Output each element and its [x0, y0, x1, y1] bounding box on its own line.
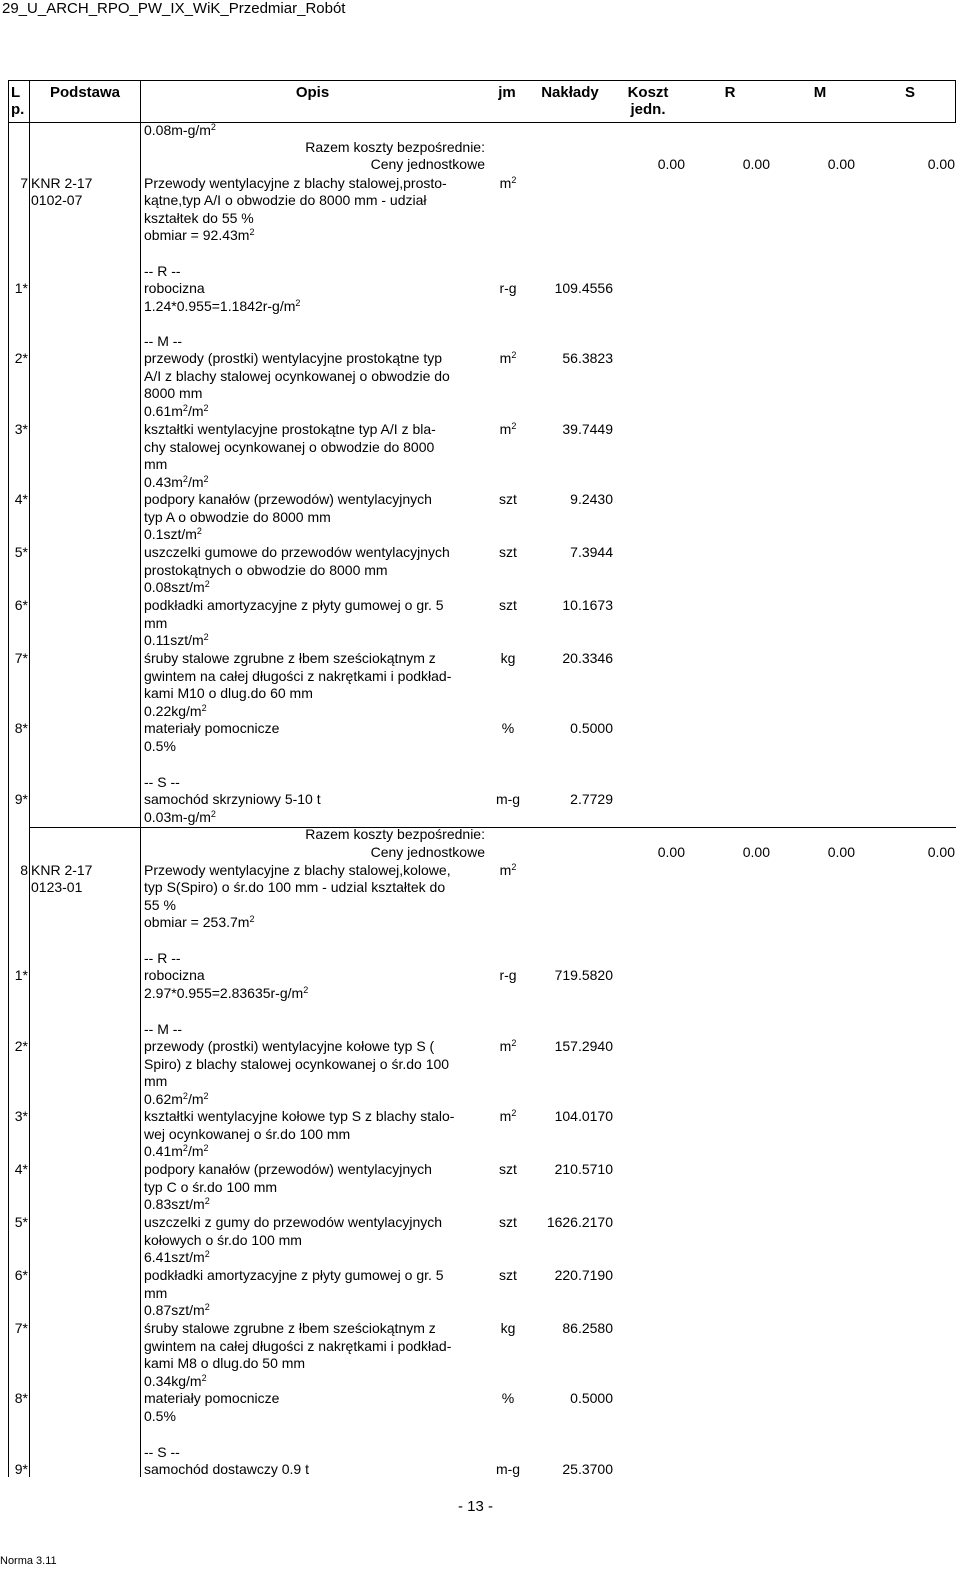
row-unit: r-g — [499, 967, 517, 983]
ceny-label: Ceny jednostkowe — [370, 844, 485, 860]
section-label: -- S -- — [144, 774, 180, 790]
row-value: 157.2940 — [554, 1038, 613, 1054]
row-description: A/I z blachy stalowej ocynkowanej o obwodzie do — [144, 367, 450, 384]
row-lp: 8* — [14, 720, 28, 736]
row-lp: 4* — [14, 1161, 28, 1177]
header-lp-2: p. — [11, 101, 25, 118]
table-right-border — [955, 80, 956, 122]
row-description: chy stalowej ocynkowanej o obwodzie do 8000 — [144, 438, 435, 455]
row-lp: 3* — [14, 1108, 28, 1124]
header-naklady: Nakłady — [541, 84, 599, 101]
table-top-border — [8, 80, 956, 81]
row-description: podpory kanałów (przewodów) wentylacyjnych — [144, 1161, 432, 1177]
row-description: $0.34kg/m^2$ — [144, 1372, 207, 1389]
row-lp: 6* — [14, 1267, 28, 1283]
section-label: -- S -- — [144, 1444, 180, 1460]
row-unit: szt — [499, 544, 517, 560]
row-description: robocizna — [144, 967, 205, 983]
header-koszt-2: jedn. — [630, 101, 666, 118]
total-r: 0.00 — [742, 156, 770, 172]
row-description: Spiro) z blachy stalowej ocynkowanej o śr.do 100 — [144, 1055, 450, 1072]
row-unit: $m^2$ — [499, 1038, 517, 1054]
section-label: -- R -- — [144, 950, 181, 966]
row-value: 719.5820 — [554, 967, 613, 983]
total-s: 0.00 — [927, 156, 955, 172]
total-r: 0.00 — [742, 844, 770, 860]
row-value: 86.2580 — [562, 1320, 613, 1336]
row-description: $2.97*0.955=2.83635r-g/m^2$ — [144, 984, 309, 1001]
row-value: 210.5710 — [554, 1161, 613, 1177]
row-description: 8000 mm — [144, 385, 203, 402]
basis-code: KNR 2-17 — [31, 175, 93, 191]
row-description: typ C o śr.do 100 mm — [144, 1178, 278, 1195]
row-value: 0.5000 — [570, 720, 613, 736]
page-number: - 13 - — [458, 1498, 494, 1515]
row-value: 0.5000 — [570, 1390, 613, 1406]
header-koszt: Koszt — [627, 84, 669, 101]
section-label: -- M -- — [144, 333, 183, 349]
total-koszt: 0.00 — [657, 844, 685, 860]
row-value: 39.7449 — [562, 421, 613, 437]
header-lp: L — [11, 84, 21, 101]
row-description: przewody (prostki) wentylacyjne kołowe typ S ( — [144, 1038, 435, 1054]
row-description: typ A o obwodzie do 8000 mm — [144, 508, 331, 525]
item-number: 7 — [20, 175, 28, 191]
row-description: mm — [144, 1284, 168, 1301]
row-unit: szt — [499, 1267, 517, 1283]
row-description: kami M10 o dlug.do 60 mm — [144, 685, 313, 702]
row-description: $0.11szt/m^2$ — [144, 632, 209, 649]
item-description-3: kształtek do 55 % — [144, 210, 254, 226]
row-value: 104.0170 — [554, 1108, 613, 1124]
basis-code-2: 0123-01 — [31, 879, 83, 895]
row-description: $0.61m^2/m^2$ — [144, 402, 209, 419]
row-unit: m-g — [495, 791, 521, 807]
total-s: 0.00 — [927, 844, 955, 860]
razem-label: Razem koszty bezpośrednie: — [305, 826, 485, 842]
section-label: -- M -- — [144, 1021, 183, 1037]
row-description: prostokątnych o obwodzie do 8000 mm — [144, 561, 388, 578]
header-opis: Opis — [295, 84, 330, 101]
total-m: 0.00 — [827, 156, 855, 172]
col-divider-podstawa — [140, 80, 141, 1477]
item-number: 8 — [20, 862, 28, 878]
header-r: R — [724, 84, 736, 101]
col-divider-lp — [29, 80, 30, 1477]
row-unit: $m^2$ — [499, 1108, 517, 1124]
total-koszt: 0.00 — [657, 156, 685, 172]
row-lp: 5* — [14, 1214, 28, 1230]
row-description: podkładki amortyzacyjne z płyty gumowej o gr. 5 — [144, 597, 444, 613]
carry-norm: $0.08m-g/m^2$ — [144, 122, 216, 138]
row-lp: 1* — [14, 967, 28, 983]
row-description: kształtki wentylacyjne prostokątne typ A/I z bla- — [144, 421, 436, 437]
row-lp: 9* — [14, 1461, 28, 1477]
row-lp: 4* — [14, 491, 28, 507]
row-description: $0.41m^2/m^2$ — [144, 1143, 209, 1160]
row-unit: $m^2$ — [499, 350, 517, 366]
row-unit: % — [501, 1390, 515, 1406]
row-description: $1.24*0.955=1.1842r-g/m^2$ — [144, 297, 301, 314]
row-description: $0.43m^2/m^2$ — [144, 473, 209, 490]
item-unit: $m^2$ — [499, 862, 517, 878]
total-m: 0.00 — [827, 844, 855, 860]
row-description: kami M8 o dlug.do 50 mm — [144, 1355, 306, 1372]
item-description-2: kątne,typ A/I o obwodzie do 8000 mm - udział — [144, 192, 427, 208]
row-description: $0.03m-g/m^2$ — [144, 808, 216, 825]
row-description: kształtki wentylacyjne kołowe typ S z blachy stalo- — [144, 1108, 455, 1124]
row-description: mm — [144, 614, 168, 631]
row-value: 56.3823 — [562, 350, 613, 366]
section-label: -- R -- — [144, 263, 181, 279]
item-description-3: 55 % — [144, 897, 176, 913]
row-value: 2.7729 — [570, 791, 613, 807]
row-unit: kg — [500, 1320, 516, 1336]
row-description: materiały pomocnicze — [144, 1390, 280, 1406]
row-lp: 8* — [14, 1390, 28, 1406]
header-jm: jm — [498, 84, 516, 101]
header-s: S — [904, 84, 915, 101]
header-m: M — [813, 84, 827, 101]
row-unit: m-g — [495, 1461, 521, 1477]
row-lp: 7* — [14, 1320, 28, 1336]
row-unit: szt — [499, 597, 517, 613]
row-description: podpory kanałów (przewodów) wentylacyjnych — [144, 491, 432, 507]
row-description: 0.5% — [144, 1407, 176, 1424]
row-description: śruby stalowe zgrubne z łbem sześciokątnym z — [144, 650, 436, 666]
row-description: materiały pomocnicze — [144, 720, 280, 736]
row-unit: szt — [499, 1161, 517, 1177]
row-value: 20.3346 — [562, 650, 613, 666]
razem-label: Razem koszty bezpośrednie: — [305, 139, 485, 155]
row-lp: 1* — [14, 280, 28, 296]
row-description: $0.87szt/m^2$ — [144, 1302, 210, 1319]
row-unit: $m^2$ — [499, 421, 517, 437]
row-unit: szt — [499, 491, 517, 507]
row-description: $0.08szt/m^2$ — [144, 579, 210, 596]
row-description: mm — [144, 1073, 168, 1090]
row-description: kołowych o śr.do 100 mm — [144, 1231, 302, 1248]
item-description-2: typ S(Spiro) o śr.do 100 mm - udzial kształtek do — [144, 879, 446, 895]
footer-norma: Norma 3.11 — [0, 1555, 57, 1567]
row-lp: 2* — [14, 1038, 28, 1054]
row-description: przewody (prostki) wentylacyjne prostokątne typ — [144, 350, 443, 366]
row-value: 9.2430 — [570, 491, 613, 507]
row-description: gwintem na całej długości z nakrętkami i podkład- — [144, 1337, 452, 1354]
item-obmiar: obmiar = $92.43m^2$ — [144, 227, 255, 243]
row-value: 1626.2170 — [546, 1214, 613, 1230]
row-description: $6.41szt/m^2$ — [144, 1249, 210, 1266]
row-unit: szt — [499, 1214, 517, 1230]
row-description: samochód dostawczy 0.9 t — [144, 1461, 309, 1477]
row-lp: 9* — [14, 791, 28, 807]
row-description: uszczelki gumowe do przewodów wentylacyjnych — [144, 544, 450, 560]
basis-code-2: 0102-07 — [31, 192, 83, 208]
row-description: $0.1szt/m^2$ — [144, 526, 202, 543]
row-value: 220.7190 — [554, 1267, 613, 1283]
item-description: Przewody wentylacyjne z blachy stalowej,kolowe, — [144, 862, 451, 878]
row-value: 10.1673 — [562, 597, 613, 613]
row-value: 25.3700 — [562, 1461, 613, 1477]
document-title: 29_U_ARCH_RPO_PW_IX_WiK_Przedmiar_Robót — [2, 0, 346, 17]
row-description: mm — [144, 456, 168, 473]
row-description: podkładki amortyzacyjne z płyty gumowej o gr. 5 — [144, 1267, 444, 1283]
row-description: $0.22kg/m^2$ — [144, 702, 207, 719]
row-description: 0.5% — [144, 737, 176, 754]
row-description: wej ocynkowanej o śr.do 100 mm — [144, 1125, 351, 1142]
item-description: Przewody wentylacyjne z blachy stalowej,prosto- — [144, 175, 447, 191]
row-description: $0.83szt/m^2$ — [144, 1196, 210, 1213]
row-description: śruby stalowe zgrubne z łbem sześciokątnym z — [144, 1320, 436, 1336]
row-lp: 3* — [14, 421, 28, 437]
row-lp: 7* — [14, 650, 28, 666]
row-description: samochód skrzyniowy 5-10 t — [144, 791, 321, 807]
row-lp: 5* — [14, 544, 28, 560]
row-lp: 2* — [14, 350, 28, 366]
row-value: 109.4556 — [554, 280, 613, 296]
row-value: 7.3944 — [570, 544, 613, 560]
basis-code: KNR 2-17 — [31, 862, 93, 878]
row-description: uszczelki z gumy do przewodów wentylacyjnych — [144, 1214, 443, 1230]
item-obmiar: obmiar = $253.7m^2$ — [144, 914, 255, 930]
item-unit: $m^2$ — [499, 175, 517, 191]
row-description: gwintem na całej długości z nakrętkami i podkład- — [144, 667, 452, 684]
header-podstawa: Podstawa — [49, 84, 121, 101]
row-unit: % — [501, 720, 515, 736]
row-description: robocizna — [144, 280, 205, 296]
row-unit: kg — [500, 650, 516, 666]
row-description: $0.62m^2/m^2$ — [144, 1090, 209, 1107]
ceny-label: Ceny jednostkowe — [370, 156, 485, 172]
row-unit: r-g — [499, 280, 517, 296]
row-lp: 6* — [14, 597, 28, 613]
